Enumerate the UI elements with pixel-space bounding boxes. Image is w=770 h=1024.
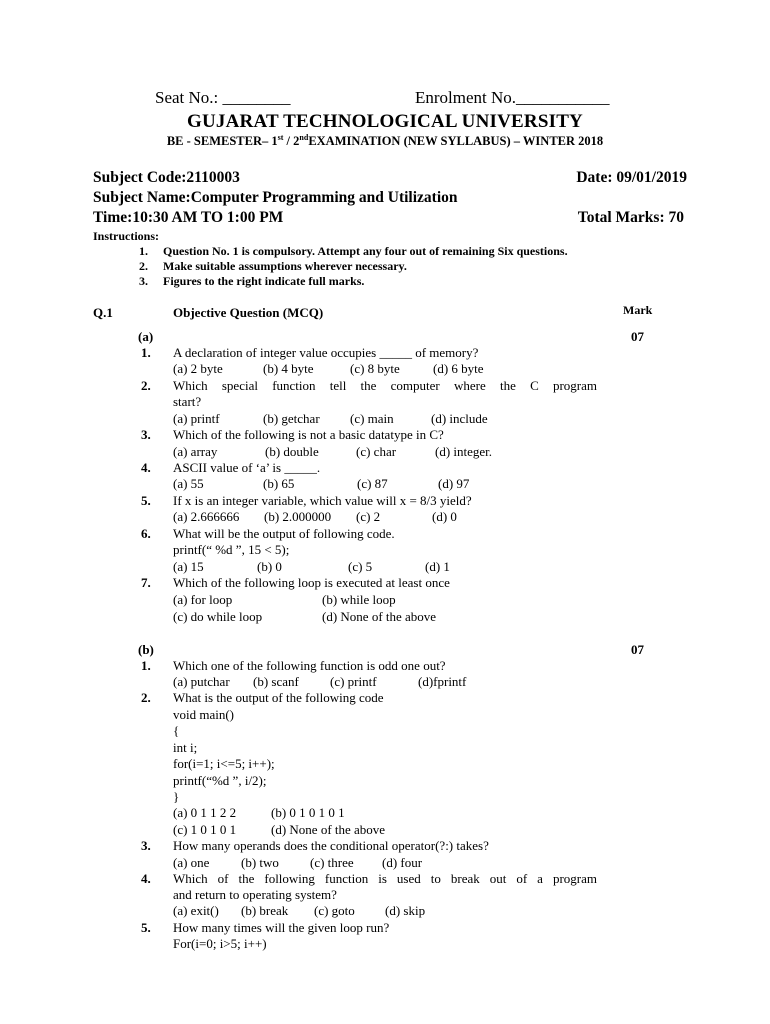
question-text: How many times will the given loop run? xyxy=(173,920,390,935)
semester-mid: / 2 xyxy=(283,134,300,149)
option-d: (d) None of the above xyxy=(271,822,386,837)
question-number: 7. xyxy=(141,575,151,590)
instruction-number: 3. xyxy=(139,274,148,288)
option-a: (a) 2.666666 xyxy=(173,509,240,524)
option-c: (c) 87 xyxy=(357,476,388,491)
option-d: (d) integer. xyxy=(435,444,493,459)
question-number: 1. xyxy=(141,345,151,360)
question-number: 5. xyxy=(141,493,151,508)
instruction-text: Figures to the right indicate full marks. xyxy=(163,274,365,288)
option-a: (a) array xyxy=(173,444,218,459)
option-d: (d) 1 xyxy=(425,559,450,574)
option-b: (b) 0 xyxy=(257,559,282,574)
question-text: What will be the output of following code. xyxy=(173,526,395,541)
code-line: } xyxy=(173,789,180,804)
option-d: (d) include xyxy=(431,411,488,426)
option-a: (a) 0 1 1 2 2 xyxy=(173,805,237,820)
option-a: (a) printf xyxy=(173,411,220,426)
option-c: (c) printf xyxy=(330,674,377,689)
total-marks: Total Marks: 70 xyxy=(577,209,684,226)
question-number: 4. xyxy=(141,871,151,886)
part-a-marks: 07 xyxy=(631,329,644,344)
question-text-continued: start? xyxy=(173,394,202,409)
question-number: 3. xyxy=(141,838,151,853)
question-text-continued: and return to operating system? xyxy=(173,887,337,902)
option-d: (d)fprintf xyxy=(418,674,467,689)
option-a: (a) 2 byte xyxy=(173,361,223,376)
question-text: Which one of the following function is odd one out? xyxy=(173,658,446,673)
question-number: 2. xyxy=(141,378,151,393)
option-b: (b) 65 xyxy=(263,476,295,491)
option-a: (a) for loop xyxy=(173,592,233,607)
option-c: (c) goto xyxy=(314,903,355,918)
option-d: (d) None of the above xyxy=(322,609,437,624)
option-c: (c) 8 byte xyxy=(350,361,400,376)
code-line: for(i=1; i<=5; i++); xyxy=(173,756,275,771)
option-c: (c) three xyxy=(310,855,354,870)
option-b: (b) while loop xyxy=(322,592,396,607)
semester-sup-2: nd xyxy=(299,133,309,142)
option-b: (b) 4 byte xyxy=(263,361,314,376)
question-number: 1. xyxy=(141,658,151,673)
question-text: Which of the following loop is executed at least once xyxy=(173,575,450,590)
question-text: If x is an integer variable, which value will x = 8/3 yield? xyxy=(173,493,472,508)
option-a: (a) 15 xyxy=(173,559,204,574)
part-a-label: (a) xyxy=(138,329,154,344)
question-text: Which of the following function is used to break out of a program xyxy=(173,871,597,886)
question-number: 6. xyxy=(141,526,151,541)
instruction-text: Question No. 1 is compulsory. Attempt any four out of remaining Six questions. xyxy=(163,244,568,258)
seat-number-field: Seat No.: ________ xyxy=(155,88,291,107)
semester-sup-1: st xyxy=(277,133,284,142)
exam-time: Time:10:30 AM TO 1:00 PM xyxy=(93,209,284,226)
option-c: (c) main xyxy=(350,411,394,426)
code-line: { xyxy=(173,723,180,738)
question-number: 4. xyxy=(141,460,151,475)
option-d: (d) 0 xyxy=(432,509,457,524)
option-d: (d) 6 byte xyxy=(433,361,484,376)
option-a: (a) one xyxy=(173,855,210,870)
option-a: (a) exit() xyxy=(173,903,219,918)
option-b: (b) getchar xyxy=(263,411,320,426)
exam-date: Date: 09/01/2019 xyxy=(576,169,687,186)
option-c: (c) 5 xyxy=(348,559,373,574)
question-number: 3. xyxy=(141,427,151,442)
instruction-text: Make suitable assumptions wherever necessary. xyxy=(163,259,407,273)
part-b-marks: 07 xyxy=(631,642,644,657)
enrolment-number-field: Enrolment No.___________ xyxy=(415,88,610,107)
question-label: Q.1 xyxy=(93,305,113,320)
question-text: Which special function tell the computer where the C program xyxy=(173,378,597,393)
option-c: (c) 2 xyxy=(356,509,381,524)
subject-name: Subject Name:Computer Programming and Utilization xyxy=(93,189,458,206)
code-line: printf(“%d ”, i/2); xyxy=(173,773,267,788)
option-b: (b) 0 1 0 1 0 1 xyxy=(271,805,345,820)
option-a: (a) 55 xyxy=(173,476,204,491)
option-b: (b) scanf xyxy=(253,674,299,689)
question-title: Objective Question (MCQ) xyxy=(173,305,324,320)
instruction-number: 1. xyxy=(139,244,148,258)
part-b-label: (b) xyxy=(138,642,154,657)
option-a: (a) putchar xyxy=(173,674,230,689)
option-c: (c) 1 0 1 0 1 xyxy=(173,822,237,837)
code-line: For(i=0; i>5; i++) xyxy=(173,936,267,951)
subject-code: Subject Code:2110003 xyxy=(93,169,240,186)
option-d: (d) four xyxy=(382,855,423,870)
question-number: 2. xyxy=(141,690,151,705)
code-line: int i; xyxy=(173,740,198,755)
option-d: (d) 97 xyxy=(438,476,470,491)
instructions-heading: Instructions: xyxy=(93,229,160,243)
question-text: ASCII value of ‘a’ is _____. xyxy=(173,460,321,475)
option-c: (c) char xyxy=(356,444,397,459)
code-line: printf(“ %d ”, 15 < 5); xyxy=(173,542,290,557)
option-d: (d) skip xyxy=(385,903,426,918)
question-text: How many operands does the conditional operator(?:) takes? xyxy=(173,838,489,853)
university-title: GUJARAT TECHNOLOGICAL UNIVERSITY xyxy=(187,111,583,132)
question-number: 5. xyxy=(141,920,151,935)
option-b: (b) 2.000000 xyxy=(264,509,332,524)
option-c: (c) do while loop xyxy=(173,609,263,624)
semester-line xyxy=(0,133,770,149)
question-text: Which of the following is not a basic datatype in C? xyxy=(173,427,444,442)
code-line: void main() xyxy=(173,707,235,722)
option-b: (b) break xyxy=(241,903,289,918)
question-text: A declaration of integer value occupies _____ of memory? xyxy=(173,345,479,360)
marks-column-heading: Mark xyxy=(623,303,653,317)
instruction-number: 2. xyxy=(139,259,148,273)
option-b: (b) two xyxy=(241,855,279,870)
option-b: (b) double xyxy=(265,444,319,459)
semester-prefix: BE - SEMESTER– 1 xyxy=(166,134,278,149)
question-text: What is the output of the following code xyxy=(173,690,384,705)
semester-suffix: EXAMINATION (NEW SYLLABUS) – WINTER 2018 xyxy=(308,134,604,149)
